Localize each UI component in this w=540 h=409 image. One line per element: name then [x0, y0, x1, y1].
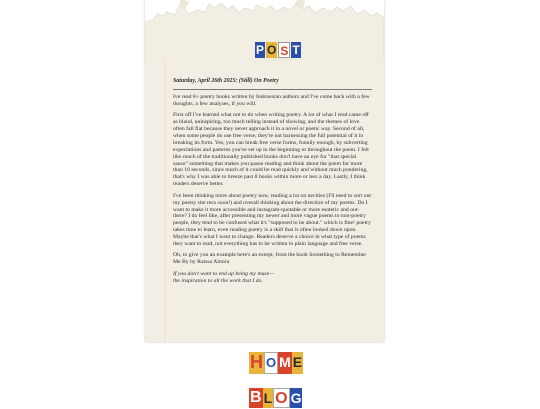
- poem-excerpt: [173, 271, 372, 285]
- blog-logo-letter: G: [290, 390, 302, 406]
- blog-logo-letter: O: [275, 390, 288, 407]
- home-logo-letter: E: [292, 352, 303, 374]
- home-nav-link[interactable]: [249, 352, 303, 374]
- post-paragraph: I've been thinking more about poetry now, reading a lot on necities (I'll need to sort out my poetry site recs soon!) and overall thinking about the direction of my poems. Do I want to make it more accessible and instagram-quotable or more esoteric and out-there? I do feel like, after presenting my newer and more vague poems to non-poetry people, they tend to be confused what it's "supposed to be about." which is fine! poetry takes time to learn, even reading poetry is a skill that is often looked down upon. Maybe that's what I want to change. Readers deserve a choice in what type of poems they want to read, not everything has to be written in plain language and free verse.: [173, 192, 372, 248]
- post-title: Saturday, April 26th 2025: (Still) On Poetry: [173, 78, 279, 84]
- torn-paper-page: [145, 0, 384, 342]
- blog-logo-letter: L: [263, 390, 273, 406]
- title-divider: [173, 89, 372, 90]
- post-logo-letter: S: [280, 44, 289, 58]
- post-paragraph: Ive read 8+ poetry books written by Indonesian authors and I've come back with a few thoughts, a few analyses, if you will.: [173, 93, 370, 107]
- post-paragraph: Oh, to give you an example here's an exerpt, from the book Something to Remember Me By by Raissa Almira: [173, 252, 367, 266]
- home-logo-letter: M: [278, 352, 292, 374]
- post-logo-letter: O: [267, 43, 277, 57]
- home-logo-letter: H: [250, 352, 263, 372]
- excerpt-line: the inspiration to all the work that I do.: [173, 277, 263, 284]
- home-logo-letter: O: [264, 352, 278, 374]
- blog-logo-letter: B: [250, 389, 262, 406]
- post-paragraph: First off I've learned what not to do when writing poetry. A lot of what I read came off as bland, uninspiring, too much telling instead of showing, and the themes of love often fall flat because they never approach it in a novel or poetic way. Second of all, when some people do use free verse, they're not harnessing the full potential of it in breaking its form. Yes, you can break free verse forms, funnily enough, by subverting expectations and patterns you've set up in the beginning or throughout the poem. I felt like much of the traditionally published books don't have an eye for "that special sauce" something that makes you pause reading and think about the poem for more than 10 seconds, since much of it could be read quickly and without much pondering, that's why I was able to breeze past 8 books within more or less a day. Lastly, I think readers deserve better.: [173, 112, 369, 188]
- post-body: [173, 78, 372, 285]
- post-logo-letter: T: [292, 43, 300, 57]
- blog-nav-link[interactable]: [249, 388, 302, 408]
- post-logo: [255, 42, 301, 58]
- post-logo-letter: P: [256, 43, 265, 57]
- excerpt-line: If you don't want to end up being my muse—: [173, 270, 275, 277]
